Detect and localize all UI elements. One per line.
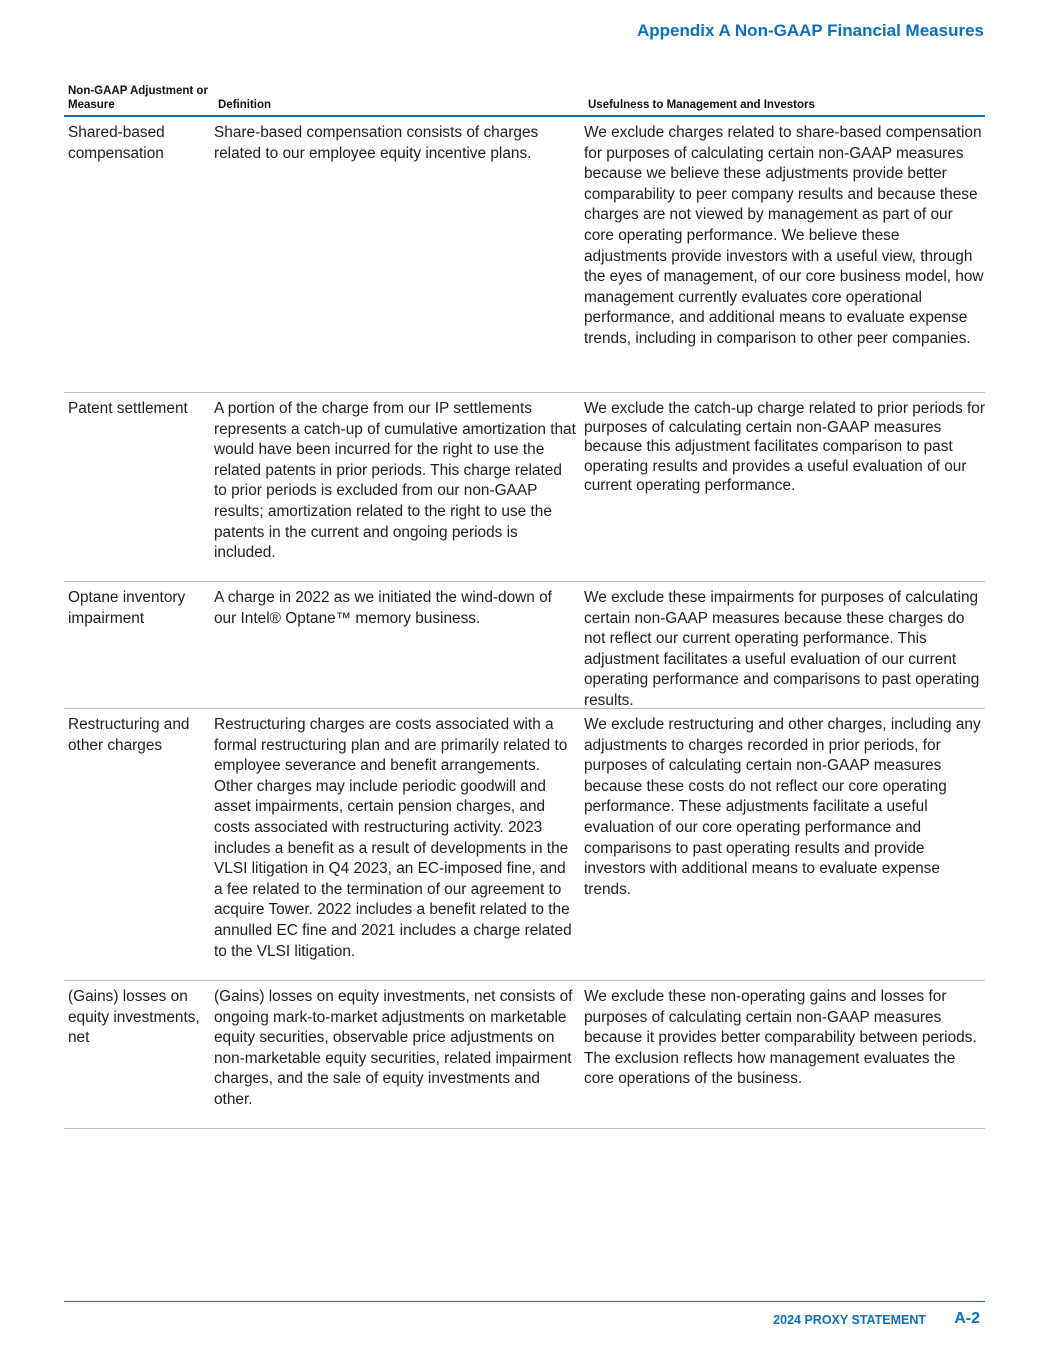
footer-document-label: 2024 PROXY STATEMENT	[773, 1313, 926, 1327]
definition-cell: Restructuring charges are costs associated with a formal restructuring plan and are primarily related to employee severance and benefit arrangements. Other charges may include periodic goodwill and asset impairments, certain pension charges, and costs associated with restructuring activity. 2023 includes a benefit as a result of developments in the VLSI litigation in Q4 2023, an EC-imposed fine, and a fee related to the termination of our agreement to acquire Tower. 2022 includes a benefit related to the annulled EC fine and 2021 includes a charge related to the VLSI litigation.	[214, 716, 572, 960]
definition-cell: A charge in 2022 as we initiated the wind-down of our Intel® Optane™ memory business.	[214, 589, 552, 627]
measure-cell: Restructuring and other charges	[68, 716, 190, 754]
table-row	[64, 582, 985, 709]
table-row	[64, 981, 985, 1129]
footer-divider	[64, 1301, 985, 1302]
table-row	[64, 117, 985, 393]
measure-cell: (Gains) losses on equity investments, net	[68, 988, 200, 1047]
definition-cell: A portion of the charge from our IP settlements represents a catch-up of cumulative amortization that would have been incurred for the right to use the related patents in prior periods. This charge related to prior periods is excluded from our non-GAAP results; amortization related to the right to use the patents in the current and ongoing periods is included.	[214, 400, 576, 562]
table-row	[64, 393, 985, 582]
usefulness-cell: We exclude charges related to share-based compensation for purposes of calculating certain non-GAAP measures because we believe these adjustments provide better comparability to peer company results and because these charges are not viewed by management as part of our core operating performance. We believe these adjustments provide investors with a useful view, through the eyes of management, of our core business model, how management currently evaluates core operational performance, and additional means to evaluate expense trends, including in comparison to other peer companies.	[584, 124, 984, 347]
page-title: Appendix A Non-GAAP Financial Measures	[637, 21, 984, 40]
definition-cell: Share-based compensation consists of charges related to our employee equity incentive plans.	[214, 124, 539, 162]
measure-cell: Patent settlement	[68, 400, 188, 417]
usefulness-cell: We exclude these non-operating gains and losses for purposes of calculating certain non-GAAP measures because it provides better comparability between periods. The exclusion reflects how management evaluates the core operations of the business.	[584, 988, 977, 1088]
usefulness-cell: We exclude restructuring and other charges, including any adjustments to charges recorded in prior periods, for purposes of calculating certain non-GAAP measures because these costs do not reflect our core operating performance. These adjustments facilitate a useful evaluation of our core operating performance and comparisons to past operating results and provide investors with additional means to evaluate expense trends.	[584, 716, 981, 898]
usefulness-cell: We exclude these impairments for purposes of calculating certain non-GAAP measures because these charges do not reflect our current operating performance. This adjustment facilitates a useful evaluation of our current operating performance and comparisons to past operating results.	[584, 589, 980, 709]
measure-cell: Optane inventory impairment	[68, 589, 186, 627]
page-number: A-2	[954, 1310, 980, 1327]
column-header-usefulness: Usefulness to Management and Investors	[588, 99, 815, 111]
measure-cell: Shared-based compensation	[68, 124, 165, 162]
definition-cell: (Gains) losses on equity investments, net consists of ongoing mark-to-market adjustments on marketable equity securities, observable price adjustments on non-marketable equity securities, related impairment charges, and the sale of equity investments and other.	[214, 988, 573, 1108]
column-header-measure: Non-GAAP Adjustment or Measure	[68, 85, 208, 111]
usefulness-cell: We exclude the catch-up charge related to prior periods for purposes of calculating certain non-GAAP measures because this adjustment facilitates comparison to past operating results and provides a useful evaluation of our current operating performance.	[584, 400, 985, 494]
column-header-definition: Definition	[218, 99, 272, 111]
table-header	[64, 66, 985, 117]
non-gaap-table	[64, 66, 985, 1129]
table-row	[64, 709, 985, 981]
